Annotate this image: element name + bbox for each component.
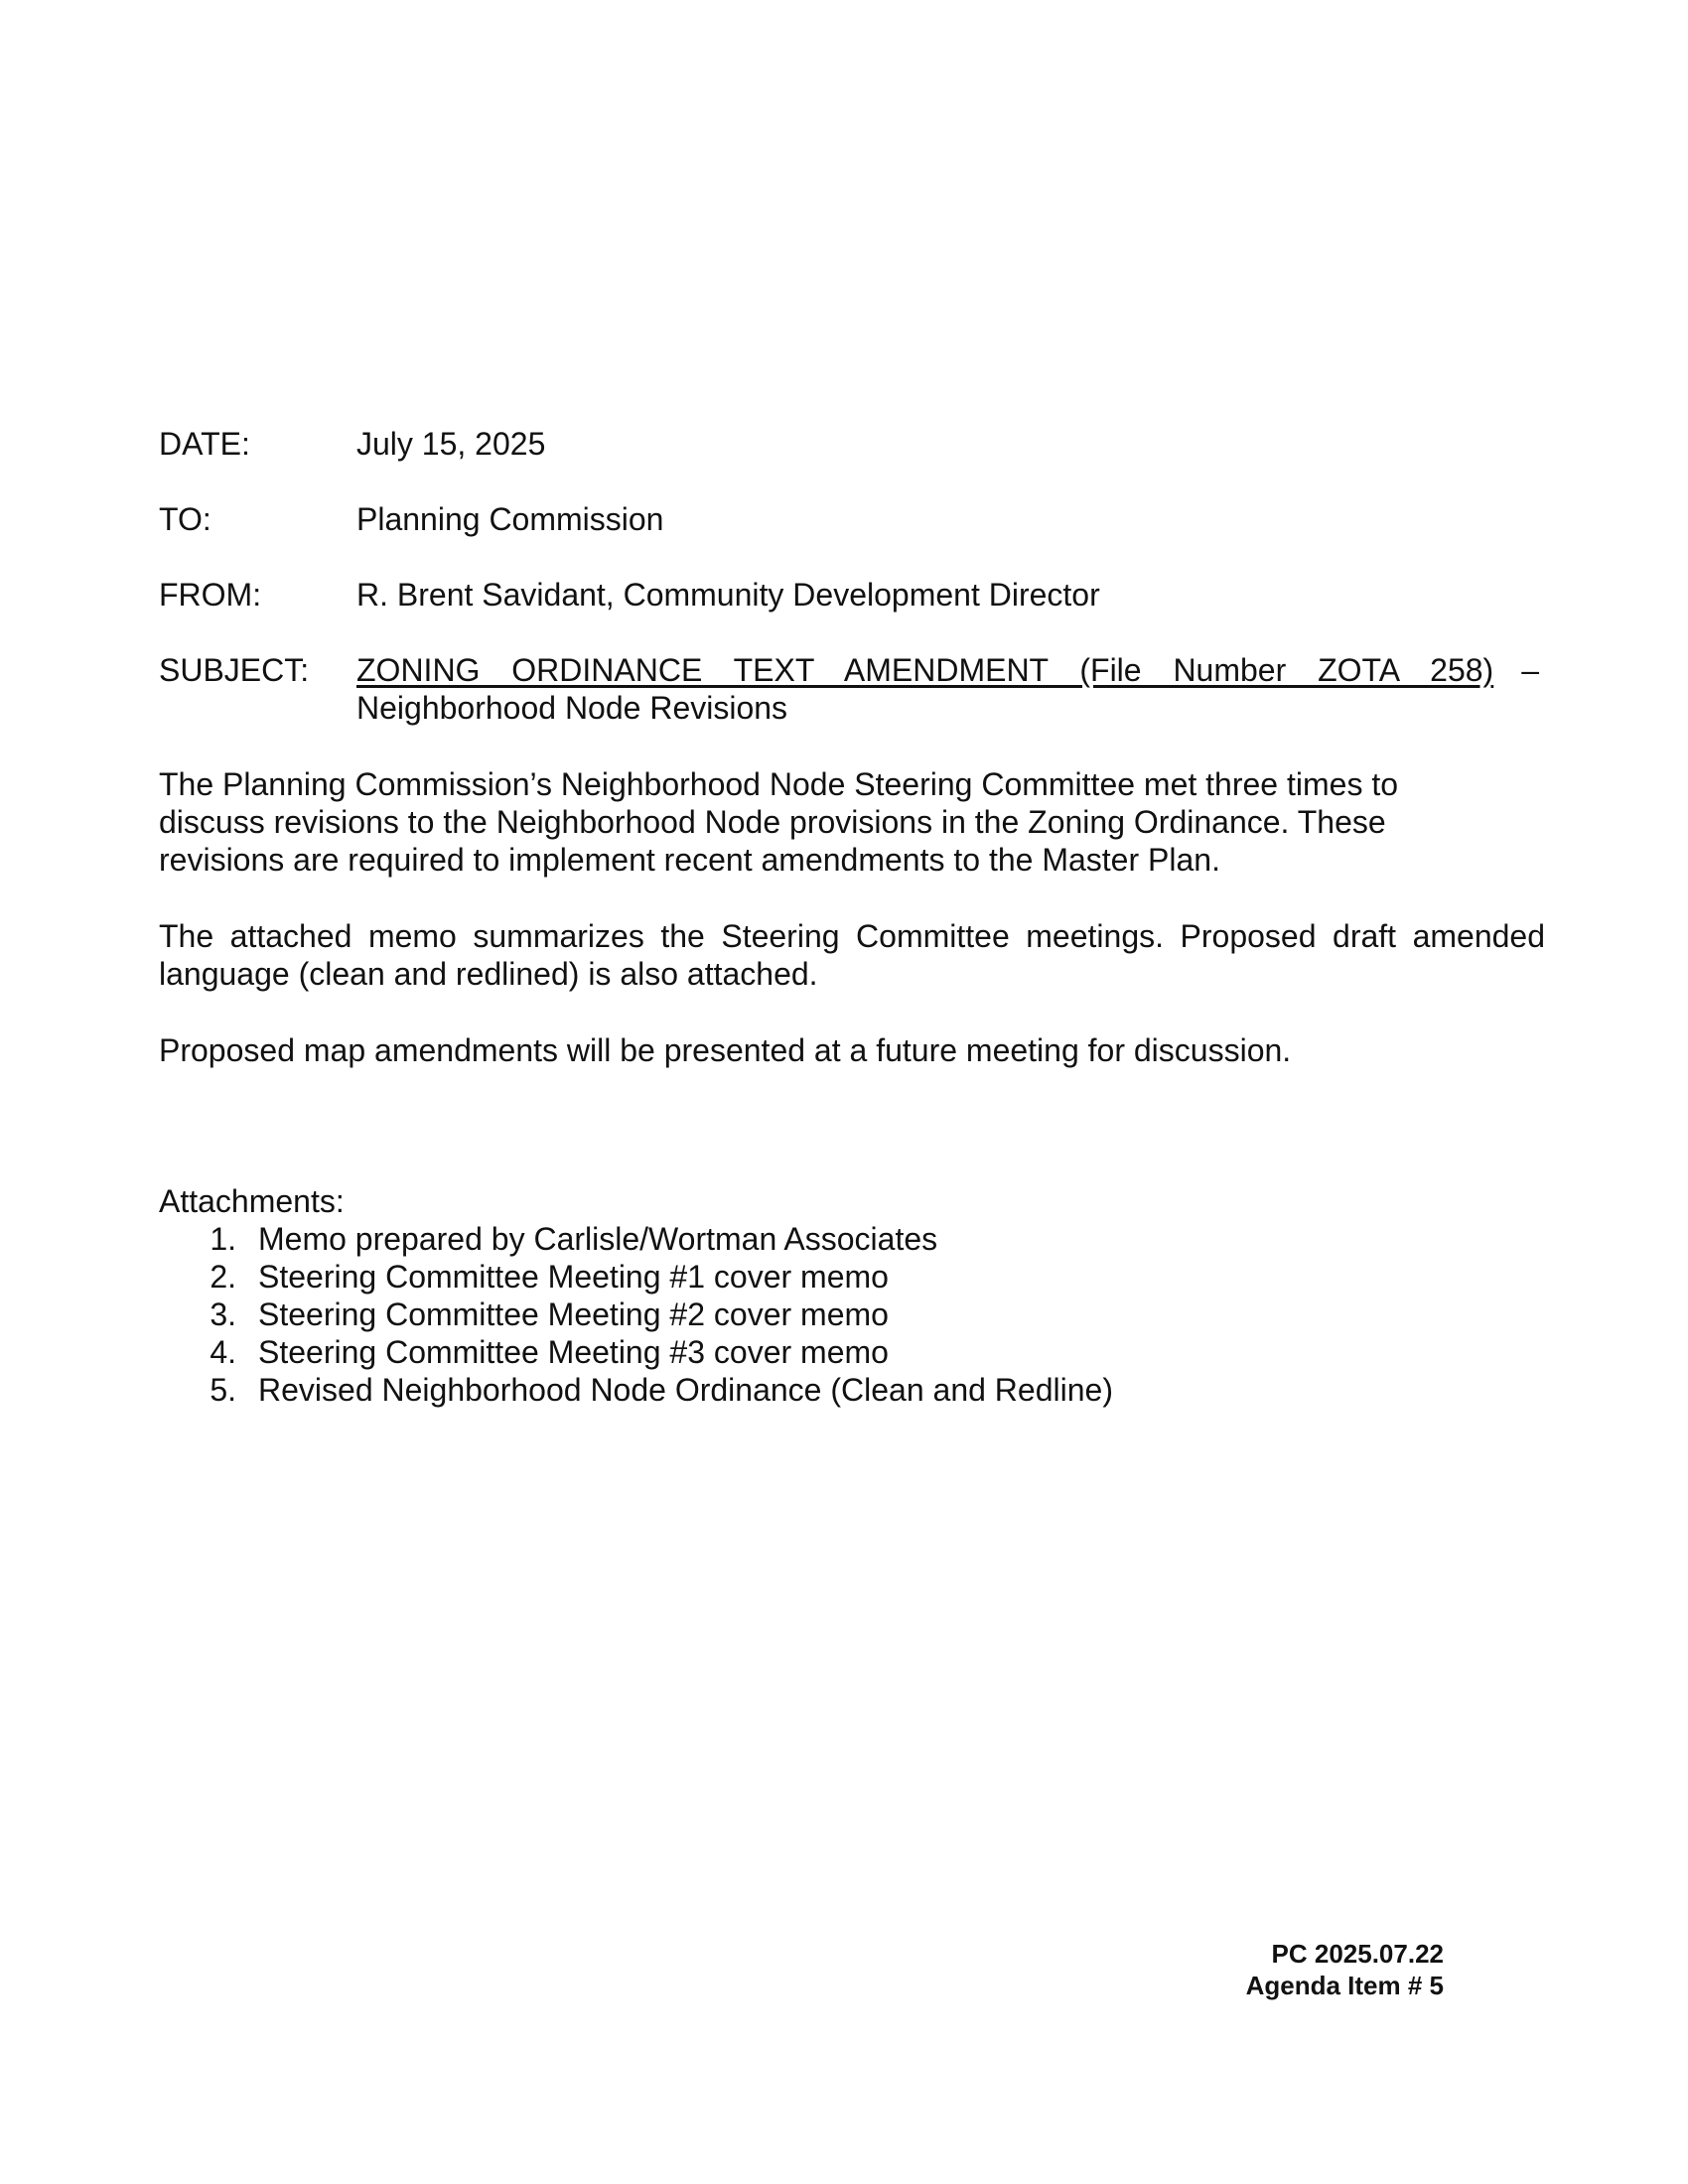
paragraph-2-line: The attached memo summarizes the Steering Committee meetings. Proposed draft amended — [159, 918, 1545, 954]
body-paragraph-2 — [159, 917, 1545, 993]
memo-header — [159, 425, 1539, 764]
attachments-heading: Attachments: — [159, 1183, 345, 1219]
subject-title: ZONING ORDINANCE TEXT AMENDMENT (File Number ZOTA 258) — [356, 652, 1494, 688]
from-label: FROM: — [159, 577, 262, 613]
list-item-number: 4. — [210, 1334, 236, 1370]
agenda-footer — [1246, 1938, 1444, 2001]
list-item-number: 3. — [210, 1297, 236, 1332]
to-value: Planning Commission — [356, 501, 664, 537]
list-item — [159, 1371, 1350, 1409]
attachments-list — [159, 1220, 1350, 1409]
footer-meeting-code: PC 2025.07.22 — [1271, 1939, 1444, 1969]
subject-row — [159, 651, 1539, 727]
paragraph-1-line: discuss revisions to the Neighborhood Node provisions in the Zoning Ordinance. These — [159, 804, 1386, 840]
list-item — [159, 1296, 1350, 1333]
date-row — [159, 425, 1539, 463]
paragraph-1-line: The Planning Commission’s Neighborhood Node Steering Committee met three times to — [159, 766, 1399, 802]
list-item — [159, 1333, 1350, 1371]
list-item — [159, 1220, 1350, 1258]
subject-dash: – — [1521, 652, 1539, 688]
list-item-number: 2. — [210, 1259, 236, 1295]
date-value: July 15, 2025 — [356, 426, 546, 462]
list-item-number: 5. — [210, 1372, 236, 1408]
footer-agenda-item: Agenda Item # 5 — [1245, 1971, 1444, 2000]
paragraph-2-line: language (clean and redlined) is also attached. — [159, 956, 818, 992]
list-item — [159, 1258, 1350, 1296]
list-item-text: Steering Committee Meeting #1 cover memo — [258, 1259, 889, 1295]
subject-line-1 — [356, 651, 1539, 689]
subject-value — [356, 651, 1539, 727]
list-item-text: Steering Committee Meeting #3 cover memo — [258, 1334, 889, 1370]
list-item-text: Revised Neighborhood Node Ordinance (Clean and Redline) — [258, 1372, 1113, 1408]
body-paragraph-1 — [159, 765, 1549, 879]
paragraph-1-line: revisions are required to implement recent amendments to the Master Plan. — [159, 842, 1220, 878]
to-row — [159, 500, 1539, 538]
to-label: TO: — [159, 501, 211, 537]
subject-label: SUBJECT: — [159, 652, 310, 688]
list-item-text: Memo prepared by Carlisle/Wortman Associates — [258, 1221, 938, 1257]
list-item-number: 1. — [210, 1221, 236, 1257]
date-label: DATE: — [159, 426, 250, 462]
subject-line-2: Neighborhood Node Revisions — [356, 690, 788, 726]
attachments-section — [159, 1182, 1350, 1409]
list-item-text: Steering Committee Meeting #2 cover memo — [258, 1297, 889, 1332]
from-row — [159, 576, 1539, 614]
from-value: R. Brent Savidant, Community Development Director — [356, 577, 1100, 613]
body-paragraph-3: Proposed map amendments will be presented at a future meeting for discussion. — [159, 1032, 1292, 1068]
